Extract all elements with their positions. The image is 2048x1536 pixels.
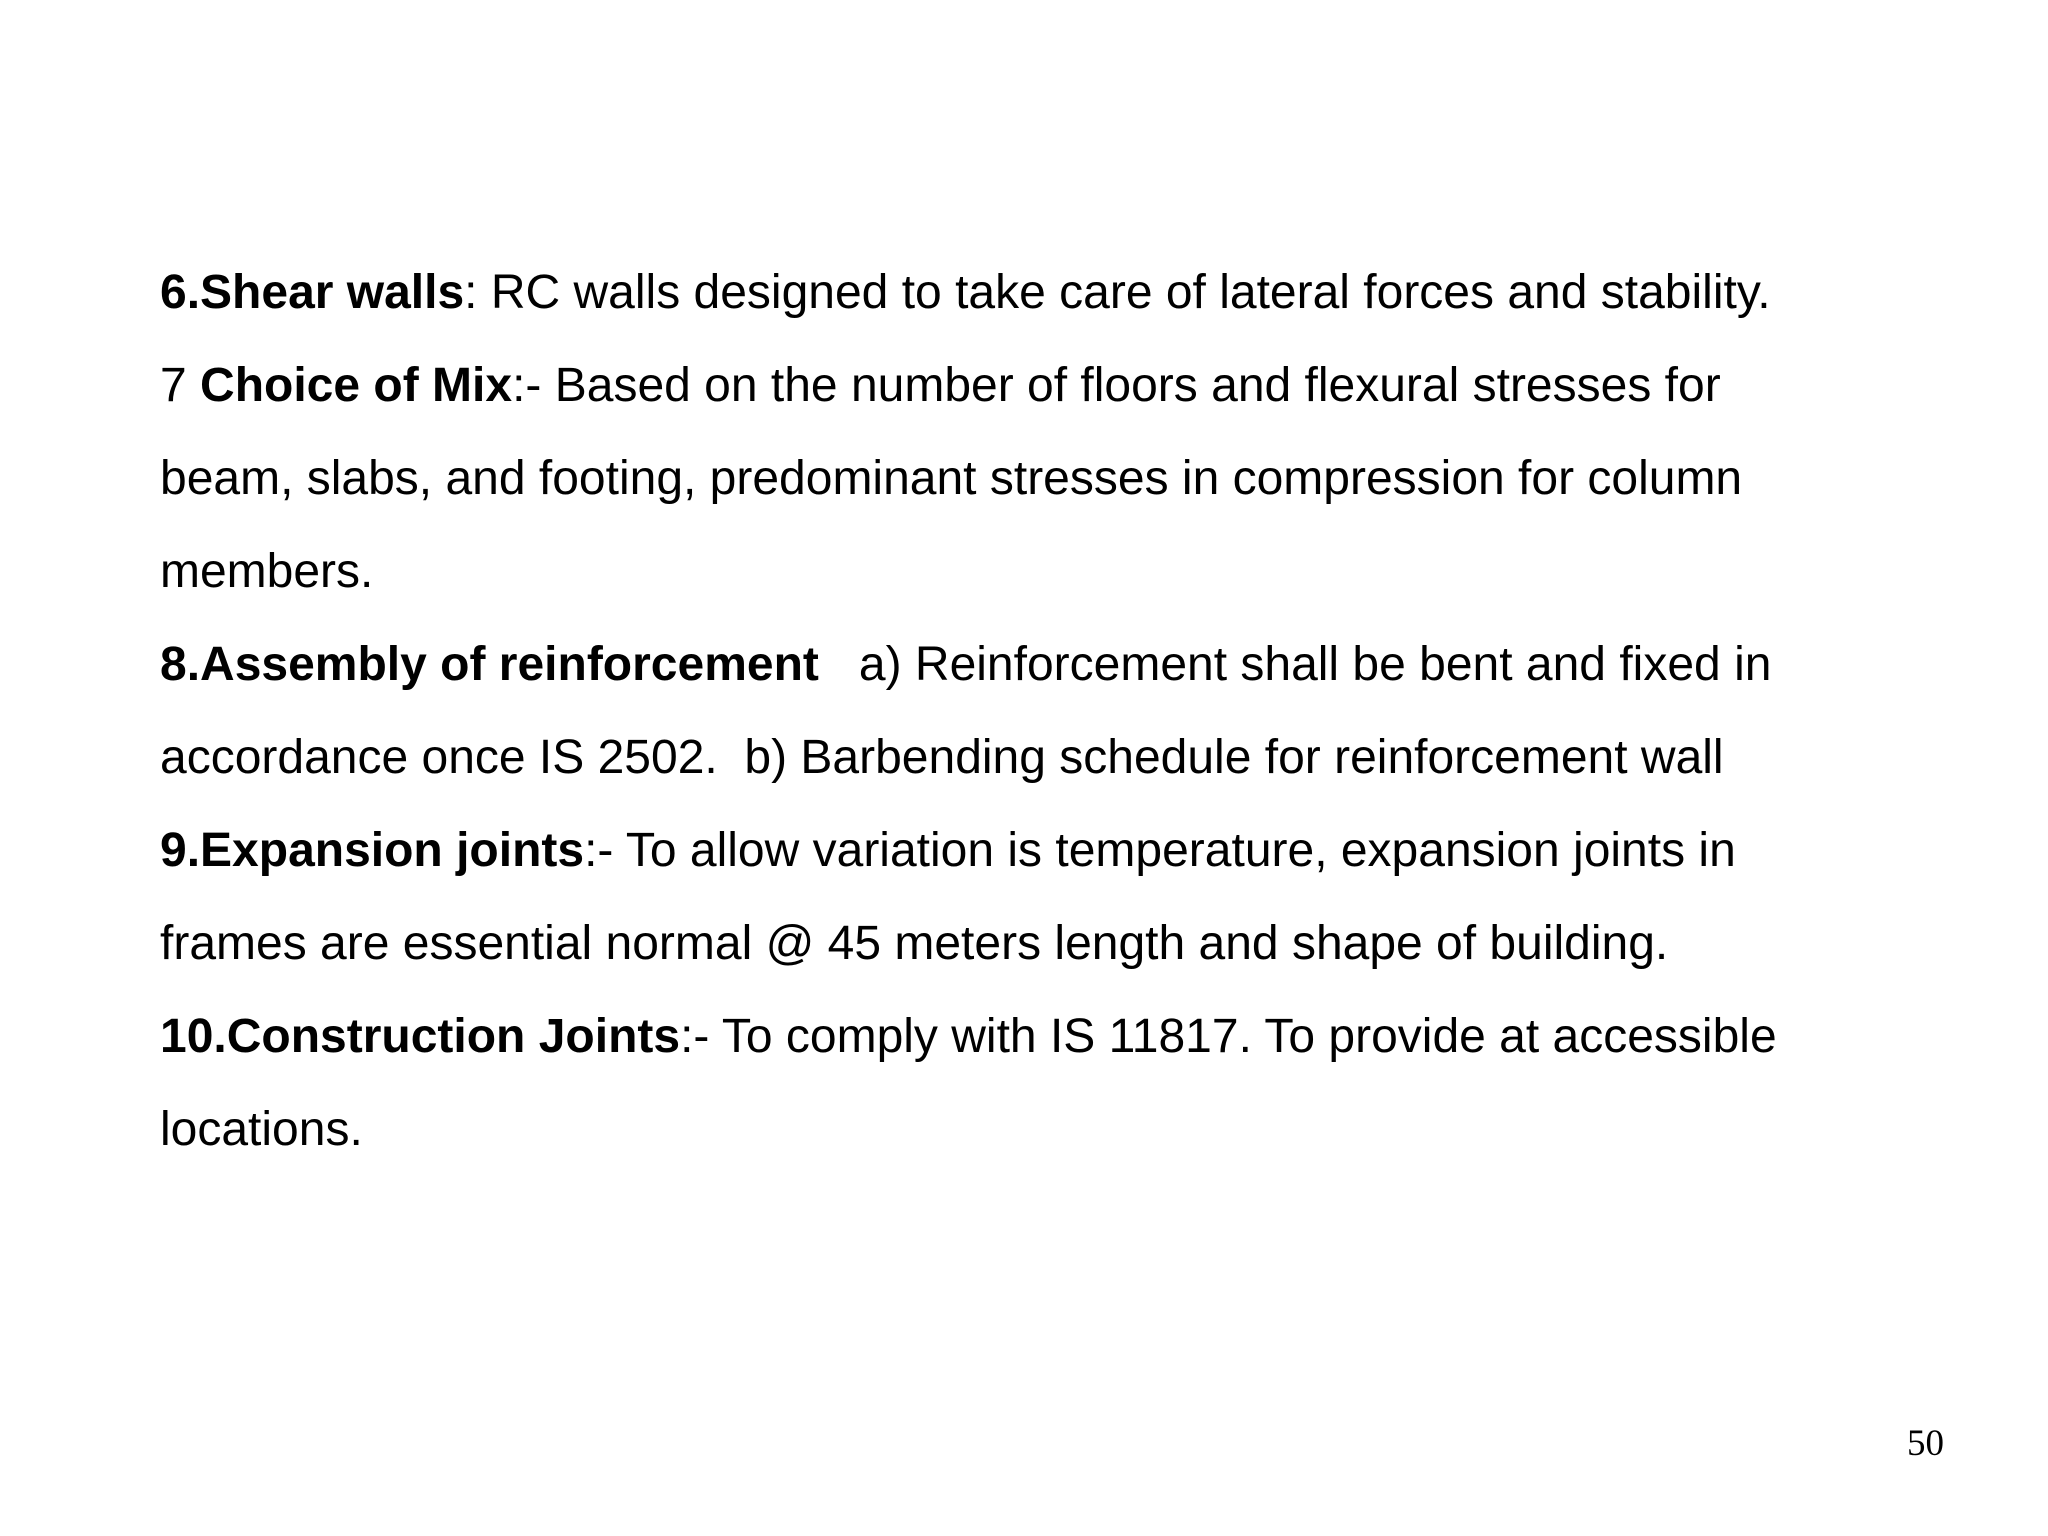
item-term: 9.Expansion joints — [160, 824, 585, 877]
list-item-expansion-joints: 9.Expansion joints:- To allow variation is temperature, expansion joints in frames are essential normal @ 45 meters length and shape of building. — [160, 824, 1736, 970]
list-item-choice-of-mix: 7 Choice of Mix:- Based on the number of floors and flexural stresses for beam, slabs, and footing, predominant stresses in compression for column members. — [160, 359, 1743, 598]
slide-body — [160, 246, 1960, 1176]
item-term: 10.Construction Joints — [160, 1010, 681, 1063]
item-term: Choice of Mix — [200, 359, 513, 412]
item-term: 8.Assembly of reinforcement — [160, 638, 819, 691]
list-item-shear-walls: 6.Shear walls: RC walls designed to take care of lateral forces and stability. — [160, 266, 1771, 319]
list-item-assembly-of-reinforcement: 8.Assembly of reinforcement a) Reinforcement shall be bent and fixed in accordance once IS 2502. b) Barbending schedule for reinforcement wall — [160, 638, 1772, 784]
list-item-construction-joints: 10.Construction Joints:- To comply with IS 11817. To provide at accessible locations. — [160, 1010, 1777, 1156]
page-number: 50 — [1907, 1423, 1944, 1464]
item-term: 6.Shear walls — [160, 266, 465, 319]
